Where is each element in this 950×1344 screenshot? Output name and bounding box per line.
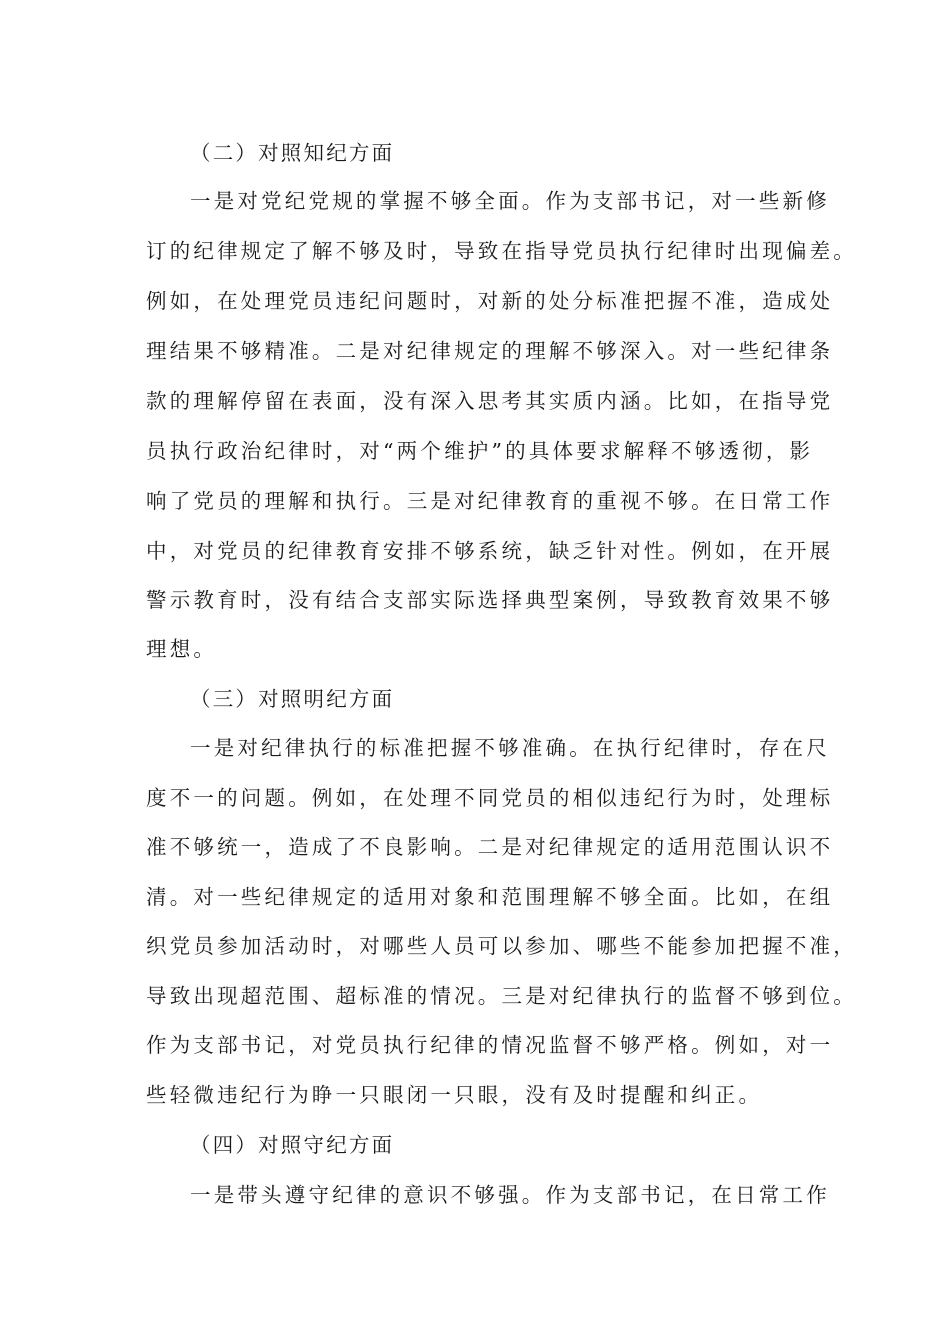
paragraph-line: 员执行政治纪律时，对“两个维护”的具体要求解释不够透彻，影 [146,439,814,463]
paragraph-line: 理想。 [146,637,218,661]
paragraph-line: 织党员参加活动时，对哪些人员可以参加、哪些不能参加把握不准， [146,934,857,958]
paragraph-line: 响了党员的理解和执行。三是对纪律教育的重视不够。在日常工作 [146,489,834,513]
section-heading-2: （二）对照知纪方面 [190,141,395,165]
paragraph-line: 度不一的问题。例如，在处理不同党员的相似违纪行为时，处理标 [146,786,834,810]
paragraph-line: 一是对党纪党规的掌握不够全面。作为支部书记，对一些新修 [190,189,830,213]
paragraph-line: 订的纪律规定了解不够及时，导致在指导党员执行纪律时出现偏差。 [146,239,857,263]
paragraph-line: 作为支部书记，对党员执行纪律的情况监督不够严格。例如，对一 [146,1033,834,1057]
paragraph-line: 警示教育时，没有结合支部实际选择典型案例，导致教育效果不够 [146,588,834,612]
paragraph-line: 些轻微违纪行为睁一只眼闭一只眼，没有及时提醒和纠正。 [146,1083,763,1107]
section-heading-4: （四）对照守纪方面 [190,1133,395,1157]
paragraph-line: 例如，在处理党员违纪问题时，对新的处分标准把握不准，造成处 [146,289,834,313]
paragraph-line: 导致出现超范围、超标准的情况。三是对纪律执行的监督不够到位。 [146,984,857,1008]
section-heading-3: （三）对照明纪方面 [190,687,395,711]
paragraph-line: 理结果不够精准。二是对纪律规定的理解不够深入。对一些纪律条 [146,339,834,363]
paragraph-line: 一是对纪律执行的标准把握不够准确。在执行纪律时，存在尺 [190,736,830,760]
paragraph-line: 中，对党员的纪律教育安排不够系统，缺乏针对性。例如，在开展 [146,539,834,563]
paragraph-line: 清。对一些纪律规定的适用对象和范围理解不够全面。比如，在组 [146,885,834,909]
paragraph-line: 一是带头遵守纪律的意识不够强。作为支部书记，在日常工作 [190,1183,830,1207]
paragraph-line: 准不够统一，造成了不良影响。二是对纪律规定的适用范围认识不 [146,835,834,859]
paragraph-line: 款的理解停留在表面，没有深入思考其实质内涵。比如，在指导党 [146,389,834,413]
